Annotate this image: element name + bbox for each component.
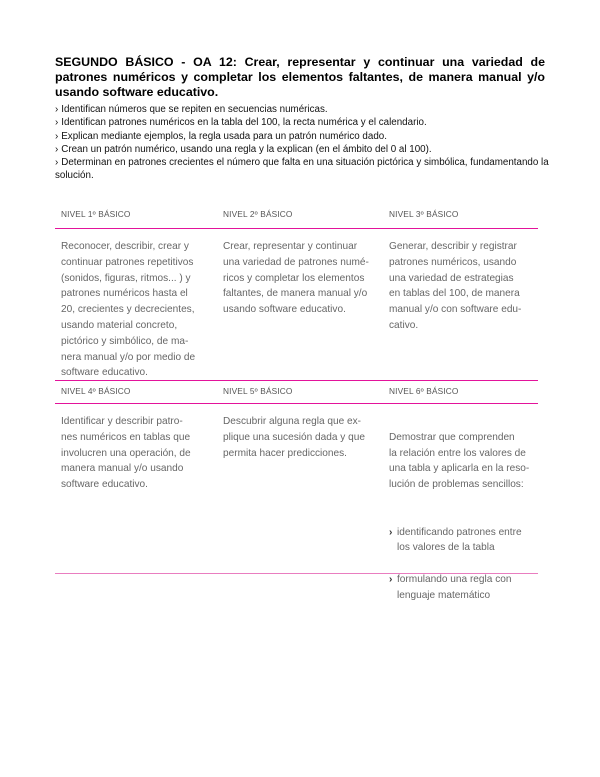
indicator-list [55, 103, 555, 183]
level-cell-6 [387, 414, 538, 601]
level-header-5: NIVEL 5º BÁSICO [223, 386, 293, 396]
level-6-bullets [389, 509, 538, 620]
level-header-row [55, 381, 538, 404]
progression-table [55, 203, 538, 601]
level-body-row [55, 229, 538, 380]
level-text-4: Identificar y describir patro- nes numéricos en tablas que involucren una operación, de manera manual y/o usando software educativo. [61, 416, 191, 491]
level-text-3: Generar, describir y registrar patrones numéricos, usando una variedad de estrategias en tablas del 100, de manera manual y/o con software edu- cativo. [389, 241, 522, 331]
indicator-item: › Identifican números que se repiten en secuencias numéricas. [55, 104, 328, 115]
list-item: › formulando una regla con lenguaje matemático [389, 573, 512, 601]
indicator-item: › Explican mediante ejemplos, la regla usada para un patrón numérico dado. [55, 130, 387, 142]
indicator-marker: › [55, 130, 59, 142]
table-row [55, 380, 538, 601]
indicator-marker: › [55, 104, 59, 115]
level-header-row [55, 203, 538, 229]
indicator-item: › Crean un patrón numérico, usando una regla y la explican (en el ámbito del 0 al 100). [55, 143, 432, 155]
bullet-marker: › [389, 573, 393, 585]
level-text-5: Descubrir alguna regla que ex- plique una sucesión dada y que permita hacer predicciones. [223, 416, 365, 459]
indicator-item: › Determinan en patrones crecientes el número que falta en una situación pictórica y simbólica, fundamentando la solución. [55, 157, 549, 182]
objective-title: SEGUNDO BÁSICO - OA 12: Crear, representar y continuar una variedad de patrones numéricos y completar los elementos faltantes, de manera manual y/o usando software educativo. [55, 55, 545, 99]
level-text-6: Demostrar que comprenden la relación entre los valores de una tabla y aplicarla en la reso- lución de problemas sencillos: [389, 431, 530, 491]
indicator-item: › Identifican patrones numéricos en la tabla del 100, la recta numérica y el calendario. [55, 117, 427, 129]
table-row [55, 203, 538, 380]
level-header-2: NIVEL 2º BÁSICO [223, 209, 293, 219]
indicator-marker: › [55, 143, 59, 155]
level-header-4: NIVEL 4º BÁSICO [61, 386, 131, 396]
level-text-1: Reconocer, describir, crear y continuar patrones repetitivos (sonidos, figuras, ritmos... ) y patrones numéricos hasta el 20, crecientes y decrecientes, usando material concreto, pictórico y simbólico, de ma- nera manual y/o por medio de software educativo. [61, 241, 196, 379]
level-header-1: NIVEL 1º BÁSICO [61, 209, 131, 219]
indicator-marker: › [55, 117, 59, 129]
list-item: › identificando patrones entre los valores de la tabla [389, 526, 522, 554]
bullet-marker: › [389, 526, 393, 538]
level-body-row [55, 404, 538, 601]
level-header-6: NIVEL 6º BÁSICO [389, 386, 459, 396]
table-bottom-divider [55, 573, 538, 574]
level-header-3: NIVEL 3º BÁSICO [389, 209, 459, 219]
indicator-marker: › [55, 157, 59, 169]
level-text-2: Crear, representar y continuar una variedad de patrones numé- ricos y completar los elementos faltantes, de manera manual y/o usando software educativo. [223, 241, 369, 316]
